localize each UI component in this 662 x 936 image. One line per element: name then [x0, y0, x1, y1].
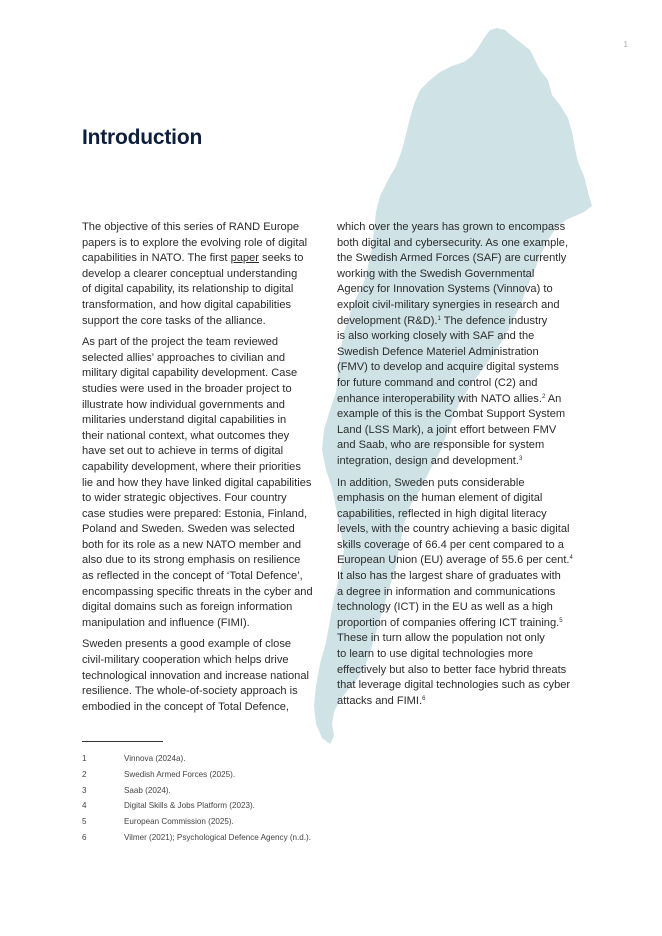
- text-line: civil-military cooperation which helps drive: [82, 654, 289, 667]
- text-line: that leverage digital technologies such as cyber: [337, 679, 571, 692]
- text-line: Sweden presents a good example of close: [82, 638, 292, 651]
- footnote-reference[interactable]: 4: [569, 555, 573, 562]
- text-line: (FMV) to develop and acquire digital systems: [337, 361, 559, 374]
- text-line: papers is to explore the evolving role of digital: [82, 236, 308, 249]
- footnote-number: 3: [82, 785, 87, 795]
- text-line: digital domains such as foreign information: [82, 601, 293, 614]
- text-line: both for its role as a new NATO member and: [82, 538, 302, 551]
- text-line: Swedish Defence Materiel Administration: [337, 345, 539, 358]
- footnote-number: 1: [82, 754, 87, 763]
- text-line: levels, with the country achieving a basic digital: [337, 523, 570, 536]
- text-line: to learn to use digital technologies more: [337, 648, 534, 661]
- footnote-reference[interactable]: 3: [518, 455, 523, 462]
- footnote: [82, 801, 382, 817]
- text-line: for future command and control (C2) and: [337, 376, 538, 389]
- page-number: 1: [623, 40, 628, 49]
- text-line: capability development, where their priorities: [82, 460, 301, 473]
- footnote-number: 2: [82, 769, 87, 779]
- footnote-text: Saab (2024).: [124, 785, 171, 795]
- text-line: skills coverage of 66.4 per cent compared to a: [337, 538, 564, 551]
- text-line: encompassing specific threats in the cyber and: [82, 585, 313, 598]
- text-line: Land (LSS Mark), a joint effort between FMV: [337, 423, 557, 436]
- paragraph: [337, 476, 581, 710]
- text-line: illustrate how individual governments and: [82, 398, 285, 411]
- footnote-number: 4: [82, 801, 87, 811]
- text-line: working with the Swedish Governmental: [337, 267, 535, 280]
- text-line: effectively but also to better face hybrid threats: [337, 663, 567, 676]
- text-line: resilience. The whole-of-society approach is: [82, 685, 298, 698]
- footnote-text: Vilmer (2021); Psychological Defence Agency (n.d.).: [124, 832, 311, 842]
- text-line: of digital capability, its relationship to digital: [82, 283, 294, 296]
- text-line: capabilities in NATO. The first paper seeks to: [82, 252, 304, 265]
- text-line: transformation, and how digital capabilities: [82, 298, 292, 311]
- text-line: to wider strategic objectives. Four country: [82, 492, 287, 505]
- body-left-column: [82, 220, 326, 721]
- text-line: a degree in information and communications: [337, 585, 556, 598]
- footnote: [82, 770, 382, 786]
- footnote-text: European Commission (2025).: [124, 817, 234, 827]
- text-line: exploit civil-military synergies in research and: [337, 298, 560, 311]
- text-line: European Union (EU) average of 55.6 per cent.$^4$: [337, 554, 573, 567]
- footnote-number: 5: [82, 817, 87, 827]
- text-line: which over the years has grown to encompass: [337, 221, 566, 233]
- text-line: capabilities, reflected in high digital literacy: [337, 507, 547, 520]
- text-line: manipulation and influence (FIMI).: [82, 616, 250, 629]
- footnote-reference[interactable]: 6: [422, 695, 426, 702]
- footnote: [82, 754, 382, 770]
- text-line: technology (ICT) in the EU as well as a high: [337, 601, 553, 614]
- text-line: Poland and Sweden. Sweden was selected: [82, 523, 295, 536]
- paragraph: [82, 220, 326, 329]
- text-line: case studies were prepared: Estonia, Finland,: [82, 507, 308, 520]
- footnote: [82, 786, 382, 802]
- text-line: integration, design and development.$^3$: [337, 454, 523, 467]
- text-line: embodied in the concept of Total Defence,: [82, 700, 290, 713]
- footnote-divider: [82, 741, 163, 742]
- text-line: lie and how they have linked digital capabilities: [82, 476, 312, 489]
- text-line: the Swedish Armed Forces (SAF) are currently: [337, 252, 567, 265]
- text-line: The objective of this series of RAND Europe: [82, 221, 300, 233]
- text-line: and Saab, who are responsible for system: [337, 439, 545, 452]
- paragraph: [337, 220, 581, 470]
- text-line: military digital capability development. Case: [82, 367, 298, 380]
- page-title: Introduction: [82, 126, 203, 149]
- body-right-column: [337, 220, 581, 715]
- footnote: [82, 833, 382, 849]
- text-line: their national context, what outcomes they: [82, 429, 290, 442]
- text-line: enhance interoperability with NATO allies.$^2$ An: [337, 392, 562, 405]
- text-line: support the core tasks of the alliance.: [82, 314, 266, 327]
- text-line: attacks and FIMI.$^6$: [337, 694, 426, 707]
- text-line: develop a clearer conceptual understanding: [82, 267, 298, 280]
- text-line: as reflected in the concept of ‘Total Defence’,: [82, 570, 303, 583]
- text-line: have set out to achieve in terms of digital: [82, 445, 284, 458]
- text-line: militaries understand digital capabilities in: [82, 414, 287, 427]
- text-line: development (R&D).$^1$ The defence industry: [337, 314, 548, 327]
- footnote-text: Digital Skills & Jobs Platform (2023).: [124, 801, 255, 811]
- text-line: technological innovation and increase national: [82, 669, 309, 682]
- text-line: These in turn allow the population not only: [337, 632, 545, 645]
- paragraph: [82, 637, 326, 715]
- footnote-reference[interactable]: 2: [541, 393, 546, 400]
- text-line: both digital and cybersecurity. As one example,: [337, 236, 569, 249]
- text-line: example of this is the Combat Support System: [337, 408, 566, 421]
- text-line: It also has the largest share of graduates with: [337, 570, 561, 583]
- text-line: also due to its strong emphasis on resilience: [82, 554, 301, 567]
- footnote-text: Vinnova (2024a).: [124, 754, 186, 763]
- footnote-reference[interactable]: 1: [437, 315, 441, 322]
- footnotes: [82, 754, 382, 849]
- text-line: In addition, Sweden puts considerable: [337, 476, 525, 489]
- footnote: [82, 817, 382, 833]
- text-line: Agency for Innovation Systems (Vinnova) to: [337, 283, 553, 296]
- paragraph: [82, 335, 326, 631]
- text-line: proportion of companies offering ICT training.$^5$: [337, 616, 563, 629]
- text-line: As part of the project the team reviewed: [82, 336, 279, 349]
- footnote-text: Swedish Armed Forces (2025).: [124, 769, 236, 779]
- paper-link[interactable]: paper: [230, 252, 259, 265]
- text-line: studies were used in the broader project to: [82, 382, 292, 395]
- text-line: selected allies’ approaches to civilian and: [82, 351, 286, 364]
- footnote-number: 6: [82, 832, 87, 842]
- text-line: is also working closely with SAF and the: [337, 330, 535, 343]
- text-line: emphasis on the human element of digital: [337, 492, 543, 505]
- footnote-reference[interactable]: 5: [559, 617, 563, 624]
